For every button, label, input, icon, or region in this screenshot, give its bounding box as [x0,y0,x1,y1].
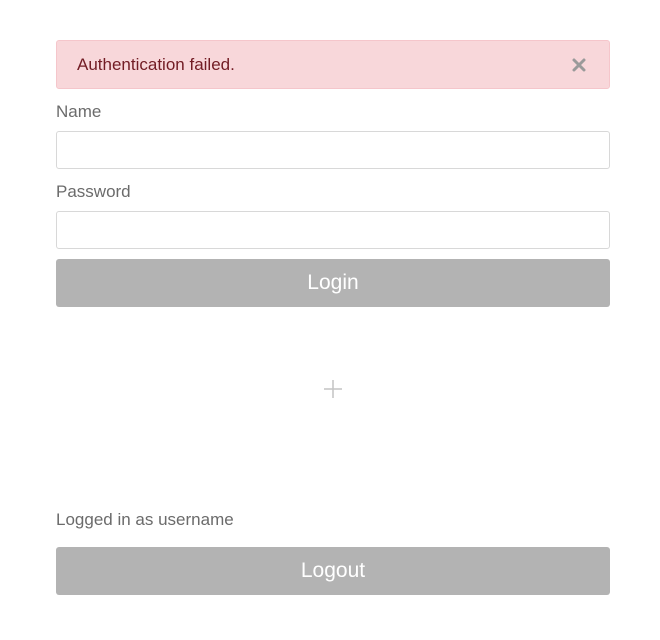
name-input[interactable] [56,131,610,169]
plus-icon [322,378,344,400]
alert-message: Authentication failed. [77,54,235,74]
error-alert [56,40,610,89]
password-input[interactable] [56,211,610,249]
logged-in-status: Logged in as username [56,510,234,529]
login-button[interactable]: Login [56,259,610,307]
password-label: Password [56,182,131,201]
name-label: Name [56,102,102,121]
close-icon[interactable] [569,55,589,75]
logout-button[interactable]: Logout [56,547,610,595]
